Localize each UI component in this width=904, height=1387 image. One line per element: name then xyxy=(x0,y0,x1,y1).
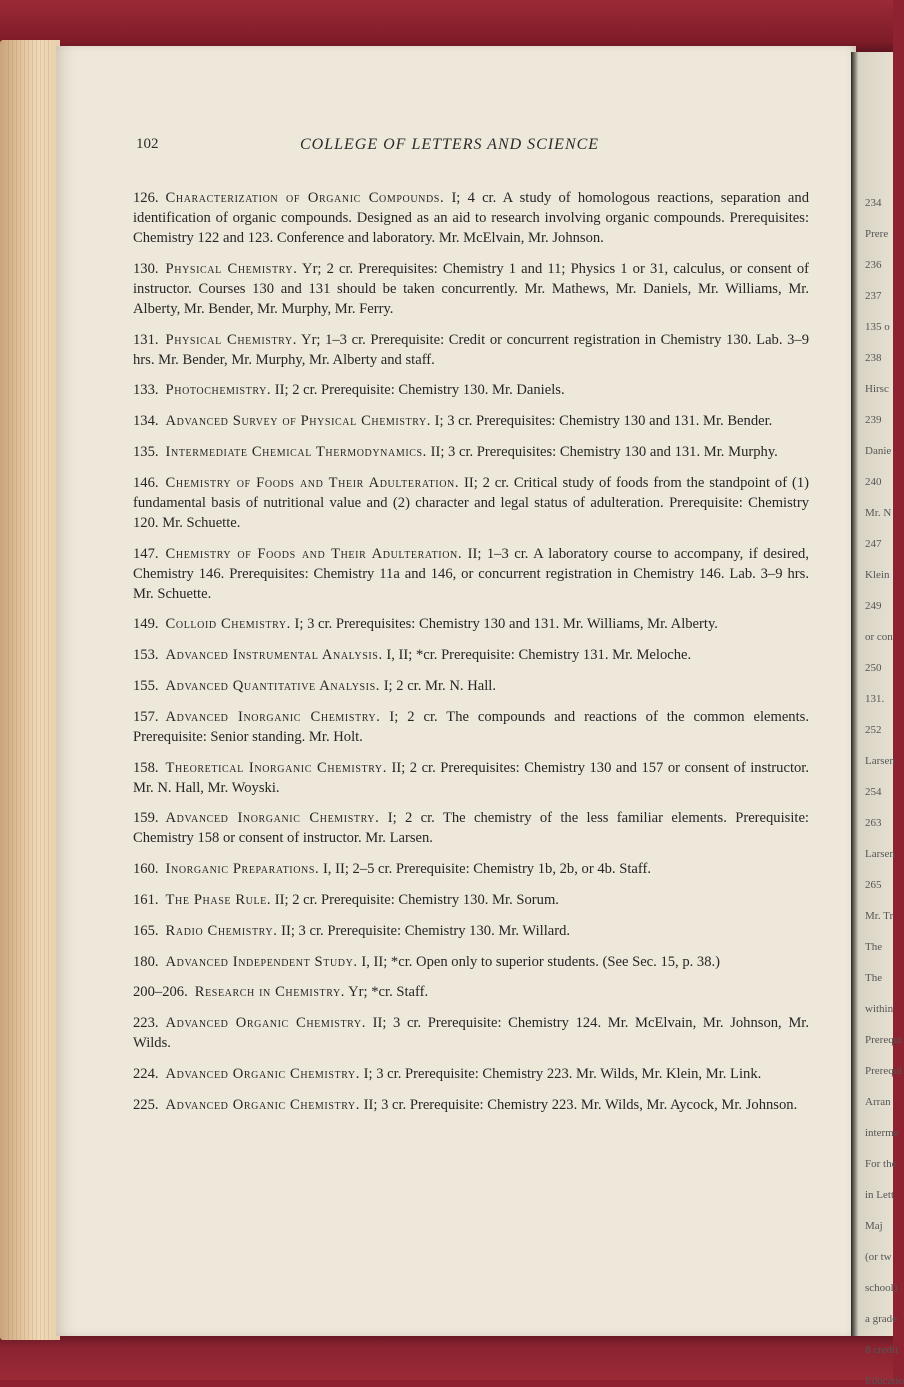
page-header-title: COLLEGE OF LETTERS AND SCIENCE xyxy=(300,136,600,153)
course-description: I; 2 cr. The chemistry of the less familiar elements. Prerequisite: Chemistry 158 or consent of instructor. Mr. Larsen. xyxy=(133,810,809,847)
adjacent-page-fragment: The xyxy=(865,972,883,984)
adjacent-page-fragment: 252 xyxy=(865,724,882,736)
adjacent-page-fragment: Prerequi xyxy=(865,1034,903,1046)
course-number: 157. xyxy=(133,708,159,725)
adjacent-page-fragment: Prerequi xyxy=(865,1065,903,1077)
adjacent-page-fragment: Arran xyxy=(865,1096,891,1108)
page-edge-lines xyxy=(8,40,52,1340)
course-title: Intermediate Chemical Thermodynamics. xyxy=(165,443,427,460)
adjacent-page-fragment: Educatio xyxy=(865,1375,904,1387)
adjacent-page-fragment: school) xyxy=(865,1282,898,1294)
course-title: Advanced Survey of Physical Chemistry. xyxy=(165,413,432,430)
course-number: 165. xyxy=(133,922,159,939)
adjacent-page-fragment: 239 xyxy=(865,414,882,426)
adjacent-page-fragment: Hirsc xyxy=(865,383,889,395)
course-description: I, II; *cr. Open only to superior students. (See Sec. 15, p. 38.) xyxy=(361,953,721,970)
course-entry xyxy=(133,982,809,1002)
course-description: II; 3 cr. Prerequisites: Chemistry 130 and 131. Mr. Murphy. xyxy=(430,443,778,460)
course-number: 134. xyxy=(133,413,159,430)
course-description: II; 2 cr. Prerequisites: Chemistry 130 and 157 or consent of instructor. Mr. N. Hall, Mr. Woyski. xyxy=(133,759,809,796)
adjacent-page-fragment: Larsen xyxy=(865,848,895,860)
course-entry xyxy=(133,188,809,248)
adjacent-page-fragment: The xyxy=(865,941,883,953)
course-entry xyxy=(133,645,809,665)
course-entry xyxy=(133,330,809,370)
course-title: Photochemistry. xyxy=(165,382,272,399)
course-entry xyxy=(133,411,809,431)
course-number: 135. xyxy=(133,443,159,460)
course-description: Yr; *cr. Staff. xyxy=(348,984,429,1001)
adjacent-page-fragment: 234 xyxy=(865,197,882,209)
course-description: I; 4 cr. A study of homologous reactions, separation and identification of organic compounds. Designed as an aid to research involving organic compounds. Prerequisites: Chemistry 122 and 123. Conference and laboratory. Mr. McElvain, Mr. Johnson. xyxy=(133,190,809,246)
course-entry xyxy=(133,473,809,533)
course-description: I; 3 cr. Prerequisites: Chemistry 130 and 131. Mr. Bender. xyxy=(434,413,773,430)
course-title: Advanced Organic Chemistry. xyxy=(165,1065,360,1082)
course-title: Advanced Independent Study. xyxy=(165,953,358,970)
course-description: II; 2 cr. Prerequisite: Chemistry 130. Mr. Sorum. xyxy=(274,891,559,908)
adjacent-page-fragment: 249 xyxy=(865,600,882,612)
course-description: II; 2 cr. Prerequisite: Chemistry 130. Mr. Daniels. xyxy=(274,382,565,399)
course-title: Advanced Organic Chemistry. xyxy=(165,1096,360,1113)
adjacent-page-fragment: 238 xyxy=(865,352,882,364)
adjacent-page-fragment: 240 xyxy=(865,476,882,488)
course-entry xyxy=(133,1013,809,1053)
adjacent-page-fragment: 263 xyxy=(865,817,882,829)
course-description: I; 3 cr. Prerequisite: Chemistry 223. Mr. Wilds, Mr. Klein, Mr. Link. xyxy=(363,1065,762,1082)
adjacent-page-fragment: 236 xyxy=(865,259,882,271)
adjacent-page-fragment: Prere xyxy=(865,228,889,240)
course-title: Theoretical Inorganic Chemistry. xyxy=(165,759,388,776)
course-description: II; 1–3 cr. A laboratory course to accompany, if desired, Chemistry 146. Prerequisites: Chemistry 11a and 146, or concurrent registration in Chemistry 146. Lab. 3–9 hrs. Mr. Schuette. xyxy=(133,545,809,602)
course-title: Advanced Organic Chemistry. xyxy=(165,1015,366,1032)
adjacent-page-fragment: Mr. Tr xyxy=(865,910,894,922)
adjacent-page-fragment: 237 xyxy=(865,290,882,302)
course-description: I, II; *cr. Prerequisite: Chemistry 131. Mr. Meloche. xyxy=(386,647,692,664)
course-description: II; 3 cr. Prerequisite: Chemistry 130. Mr. Willard. xyxy=(281,922,571,939)
course-number: 161. xyxy=(133,891,159,908)
adjacent-page-fragment: Larsen xyxy=(865,755,895,767)
course-number: 223. xyxy=(133,1015,159,1032)
adjacent-page-fragment: 135 o xyxy=(865,321,890,333)
adjacent-page-fragment: (or tw xyxy=(865,1251,892,1263)
course-title: Inorganic Preparations. xyxy=(165,861,320,878)
running-head xyxy=(0,136,893,160)
course-title: Research in Chemistry. xyxy=(194,984,346,1001)
course-number: 225. xyxy=(133,1096,159,1113)
course-entry xyxy=(133,952,809,972)
adjacent-page-fragment: For the xyxy=(865,1158,897,1170)
adjacent-page-fragment: 254 xyxy=(865,786,882,798)
course-number: 133. xyxy=(133,382,159,399)
adjacent-page-fragment: Maj xyxy=(865,1220,883,1232)
course-entry xyxy=(133,380,809,400)
course-description: Yr; 2 cr. Prerequisites: Chemistry 1 and 11; Physics 1 or 31, calculus, or consent of instructor. Courses 130 and 131 should be taken concurrently. Mr. Mathews, Mr. Daniels, Mr. Williams, Mr. Alberty, Mr. Bender, Mr. Murphy, Mr. Ferry. xyxy=(133,260,809,317)
course-number: 126. xyxy=(133,190,159,206)
course-title: Physical Chemistry. xyxy=(165,331,297,348)
course-entry xyxy=(133,921,809,941)
course-description: II; 2 cr. Critical study of foods from the standpoint of (1) fundamental basis of nutritional value and (2) character and legal status of adulteration. Prerequisite: Chemistry 120. Mr. Schuette. xyxy=(133,474,809,531)
course-title: The Phase Rule. xyxy=(165,891,272,908)
adjacent-page-fragment: 250 xyxy=(865,662,882,674)
adjacent-page-fragment: Mr. N xyxy=(865,507,892,519)
book-cover-bottom xyxy=(0,1332,893,1380)
adjacent-page-fragment: 131. xyxy=(865,693,885,705)
course-entry xyxy=(133,259,809,319)
course-title: Advanced Instrumental Analysis. xyxy=(165,647,383,664)
course-entry xyxy=(133,890,809,910)
course-description: I, II; 2–5 cr. Prerequisite: Chemistry 1b, 2b, or 4b. Staff. xyxy=(322,861,651,878)
course-entry xyxy=(133,442,809,462)
course-description: II; 3 cr. Prerequisite: Chemistry 124. Mr. McElvain, Mr. Johnson, Mr. Wilds. xyxy=(133,1015,809,1052)
course-number: 130. xyxy=(133,260,159,277)
course-title: Colloid Chemistry. xyxy=(165,616,291,633)
course-number: 180. xyxy=(133,953,159,970)
course-description: II; 3 cr. Prerequisite: Chemistry 223. Mr. Wilds, Mr. Aycock, Mr. Johnson. xyxy=(363,1096,798,1113)
course-entry xyxy=(133,808,809,848)
course-title: Chemistry of Foods and Their Adulteration. xyxy=(165,545,463,562)
book-cover-top xyxy=(0,0,893,52)
course-entry xyxy=(133,544,809,604)
course-number: 158. xyxy=(133,759,159,776)
course-title: Radio Chemistry. xyxy=(165,922,278,939)
course-description: Yr; 1–3 cr. Prerequisite: Credit or concurrent registration in Chemistry 130. Lab. 3–9 hrs. Mr. Bender, Mr. Murphy, Mr. Alberty and staff. xyxy=(133,331,810,368)
adjacent-page-fragment: within xyxy=(865,1003,894,1015)
course-description: I; 2 cr. Mr. N. Hall. xyxy=(383,677,496,694)
course-entry xyxy=(133,1064,809,1084)
course-description: I; 2 cr. The compounds and reactions of the common elements. Prerequisite: Senior standing. Mr. Holt. xyxy=(133,708,809,745)
course-title: Advanced Inorganic Chemistry. xyxy=(165,810,380,827)
course-title: Chemistry of Foods and Their Adulteration. xyxy=(165,474,460,491)
course-number: 153. xyxy=(133,647,159,664)
course-number: 146. xyxy=(133,474,159,491)
course-title: Characterization of Organic Compounds. xyxy=(165,190,445,206)
adjacent-page-fragment: Klein xyxy=(865,569,890,581)
adjacent-page-fragment: in Lett xyxy=(865,1189,895,1201)
course-title: Advanced Quantitative Analysis. xyxy=(165,677,381,694)
course-number: 147. xyxy=(133,545,159,562)
adjacent-page-fragment: 265 xyxy=(865,879,882,891)
page-number: 102 xyxy=(136,136,159,152)
course-entry xyxy=(133,859,809,879)
course-entry xyxy=(133,707,809,747)
course-number: 149. xyxy=(133,616,159,633)
course-entry xyxy=(133,1095,809,1115)
course-number: 131. xyxy=(133,331,159,348)
course-description: I; 3 cr. Prerequisites: Chemistry 130 and 131. Mr. Williams, Mr. Alberty. xyxy=(294,616,718,633)
adjacent-page-sliver xyxy=(851,52,904,1387)
course-number: 155. xyxy=(133,677,159,694)
course-title: Physical Chemistry. xyxy=(165,260,298,277)
adjacent-page-fragment: 247 xyxy=(865,538,882,550)
adjacent-page-fragment: interme xyxy=(865,1127,899,1139)
adjacent-page-fragment: a grade xyxy=(865,1313,898,1325)
course-number: 160. xyxy=(133,861,159,878)
adjacent-page-fragment: Danie xyxy=(865,445,892,457)
course-title: Advanced Inorganic Chemistry. xyxy=(165,708,381,725)
adjacent-page-fragment: 8 credit xyxy=(865,1344,899,1356)
course-entry xyxy=(133,758,809,798)
course-number: 200–206. xyxy=(133,984,188,1001)
course-entry xyxy=(133,676,809,696)
adjacent-page-fragment: or con xyxy=(865,631,893,643)
course-number: 159. xyxy=(133,810,159,827)
course-list xyxy=(133,188,809,1126)
course-entry xyxy=(133,614,809,634)
course-number: 224. xyxy=(133,1065,159,1082)
